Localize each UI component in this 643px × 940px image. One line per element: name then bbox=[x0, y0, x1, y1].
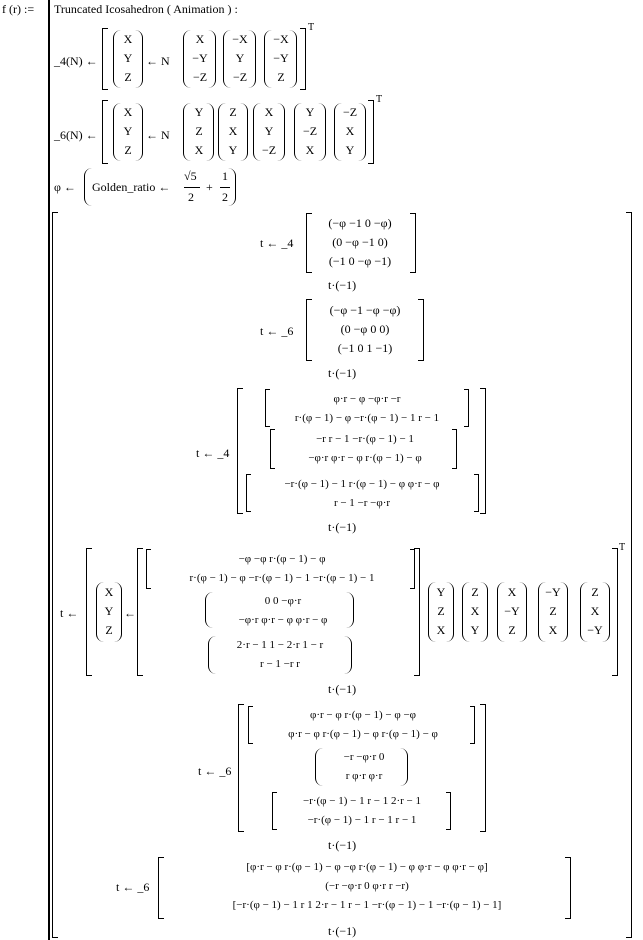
block-5-part-b: −r −φ·r 0 r φ·r φ·r bbox=[343, 751, 385, 782]
outer-bracket-left bbox=[102, 100, 108, 164]
paren-right bbox=[602, 582, 610, 642]
program-title: Truncated Icosahedron ( Animation ) : bbox=[54, 2, 238, 16]
block-3-part-b: −r r − 1 −r·(φ − 1) − 1 −φ·r φ·r − φ r·(φ − 1) − φ bbox=[308, 433, 422, 464]
paren-right bbox=[560, 582, 568, 642]
phi-lhs: φ ← bbox=[54, 180, 76, 194]
inner-bracket-right bbox=[414, 548, 420, 676]
bracket-left bbox=[238, 704, 244, 832]
vector-xyz: X Y Z bbox=[123, 105, 133, 157]
negate-expr: t·(−1) bbox=[328, 278, 357, 292]
paren-right bbox=[358, 103, 366, 161]
sub-bracket-right bbox=[470, 706, 475, 744]
arrow-n: ← N bbox=[146, 54, 170, 68]
block-2-lhs: t ← _6 bbox=[260, 324, 294, 338]
paren-left bbox=[84, 168, 92, 206]
transpose-mark: T bbox=[376, 94, 383, 105]
paren-right bbox=[519, 582, 527, 642]
outer-bracket-right bbox=[368, 100, 374, 164]
matrix-4: Y −Z X bbox=[302, 105, 318, 157]
sub-bracket-right bbox=[474, 474, 479, 512]
bracket-left bbox=[237, 388, 243, 514]
function-name: f (r) := bbox=[2, 2, 35, 16]
negate-expr: t·(−1) bbox=[328, 924, 357, 938]
block-6-lhs: t ← _6 bbox=[116, 880, 150, 894]
negate-expr: t·(−1) bbox=[328, 366, 357, 380]
matrix-5: −Z X Y bbox=[342, 105, 358, 157]
bracket-left bbox=[86, 548, 92, 676]
denominator: 2 bbox=[222, 190, 228, 204]
matrix-3: X −Y Z bbox=[504, 585, 520, 637]
sub-bracket-right bbox=[446, 792, 451, 830]
inner-bracket-left bbox=[137, 548, 143, 676]
matrix-3: X Y −Z bbox=[261, 105, 277, 157]
matrix-3: −X −Y Z bbox=[273, 32, 289, 84]
bracket-right bbox=[480, 388, 486, 514]
matrix-5: Z X −Y bbox=[587, 585, 603, 637]
vector-xyz: X Y Z bbox=[104, 585, 114, 637]
paren-right bbox=[446, 582, 454, 642]
def-4-lhs: _4(N) ← bbox=[54, 54, 98, 68]
sqrt5: √5 bbox=[184, 169, 197, 183]
numerator: 1 bbox=[222, 169, 228, 183]
paren-right bbox=[344, 636, 352, 674]
outer-bracket-left bbox=[102, 28, 108, 90]
matrix-1: X −Y −Z bbox=[192, 32, 208, 84]
paren-right bbox=[208, 30, 216, 88]
matrix-2: −X Y −Z bbox=[232, 32, 248, 84]
fraction-bar bbox=[184, 187, 200, 188]
bracket-right bbox=[565, 857, 571, 919]
paren-right bbox=[289, 30, 297, 88]
stack-bracket-left bbox=[52, 212, 58, 938]
denominator: 2 bbox=[188, 190, 194, 204]
paren-right bbox=[135, 30, 143, 88]
paren-right bbox=[228, 168, 236, 206]
bracket-right bbox=[612, 548, 618, 676]
block-3-lhs: t ← _4 bbox=[196, 446, 230, 460]
block-5-lhs: t ← _6 bbox=[198, 764, 232, 778]
paren-right bbox=[240, 103, 248, 161]
block-5-part-a: φ·r − φ r·(φ − 1) − φ −φ φ·r − φ r·(φ − 1) − φ r·(φ − 1) − φ bbox=[288, 709, 438, 740]
negate-expr: t·(−1) bbox=[328, 682, 357, 696]
block-2-matrix: (−φ −1 −φ −φ) (0 −φ 0 0) (−1 0 1 −1) bbox=[329, 303, 401, 355]
paren-right bbox=[277, 103, 285, 161]
golden-ratio-label: Golden_ratio ← bbox=[92, 180, 171, 194]
stack-bracket-right bbox=[626, 212, 632, 938]
paren-right bbox=[135, 103, 143, 161]
transpose-mark: T bbox=[619, 542, 626, 553]
negate-expr: t·(−1) bbox=[328, 520, 357, 534]
sub-bracket-right bbox=[452, 429, 457, 469]
matrix-4: −Y Z X bbox=[545, 585, 561, 637]
block-1-matrix: (−φ −1 0 −φ) (0 −φ −1 0) (−1 0 −φ −1) bbox=[328, 216, 392, 268]
block-5-part-c: −r·(φ − 1) − 1 r − 1 2·r − 1 −r·(φ − 1) − 1 r − 1 r − 1 bbox=[302, 795, 421, 826]
plus: + bbox=[206, 180, 213, 194]
block-6-matrix: [φ·r − φ r·(φ − 1) − φ −φ r·(φ − 1) − φ φ·r − φ φ·r − φ] (−r −φ·r 0 φ·r r −r) [−r·(φ − 1) − 1 r 1 2·r − 1 r − 1 −r·(φ − 1) − 1 −r·(φ − 1) − 1] bbox=[232, 861, 502, 911]
matrix-1: Y Z X bbox=[436, 585, 446, 637]
arrow-n: ← N bbox=[146, 128, 170, 142]
block-1-lhs: t ← _4 bbox=[260, 236, 294, 250]
block-3-part-a: φ·r − φ −φ·r −r r·(φ − 1) − φ −r·(φ − 1) − 1 r − 1 bbox=[294, 393, 440, 424]
block-4-lhs: t ← bbox=[60, 606, 79, 620]
bracket-right bbox=[410, 213, 416, 273]
paren-right bbox=[400, 748, 408, 786]
sub-bracket-right bbox=[464, 389, 469, 427]
paren-right bbox=[346, 592, 354, 628]
outer-bracket-right bbox=[300, 28, 306, 90]
block-4-part-c: 2·r − 1 1 − 2·r 1 − r r − 1 −r r bbox=[236, 639, 324, 670]
paren-right bbox=[114, 582, 122, 642]
bracket-right bbox=[480, 704, 486, 832]
matrix-2: Z X Y bbox=[470, 585, 480, 637]
paren-right bbox=[318, 103, 326, 161]
block-3-part-c: −r·(φ − 1) − 1 r·(φ − 1) − φ φ·r − φ r − 1 −r −φ·r bbox=[284, 478, 440, 509]
program-bar bbox=[48, 0, 50, 940]
bracket-right bbox=[418, 299, 424, 361]
matrix-1: Y Z X bbox=[194, 105, 204, 157]
block-4-part-b: 0 0 −φ·r −φ·r φ·r − φ φ·r − φ bbox=[238, 595, 328, 626]
paren-right bbox=[480, 582, 488, 642]
arrow: ← bbox=[124, 606, 136, 620]
def-6-lhs: _6(N) ← bbox=[54, 128, 98, 142]
block-4-part-a: −φ −φ r·(φ − 1) − φ r·(φ − 1) − φ −r·(φ − 1) − 1 −r·(φ − 1) − 1 bbox=[189, 553, 375, 584]
vector-xyz: X Y Z bbox=[123, 32, 133, 84]
matrix-2: Z X Y bbox=[228, 105, 238, 157]
transpose-mark: T bbox=[308, 22, 315, 33]
paren-right bbox=[206, 103, 214, 161]
negate-expr: t·(−1) bbox=[328, 838, 357, 852]
paren-right bbox=[248, 30, 256, 88]
